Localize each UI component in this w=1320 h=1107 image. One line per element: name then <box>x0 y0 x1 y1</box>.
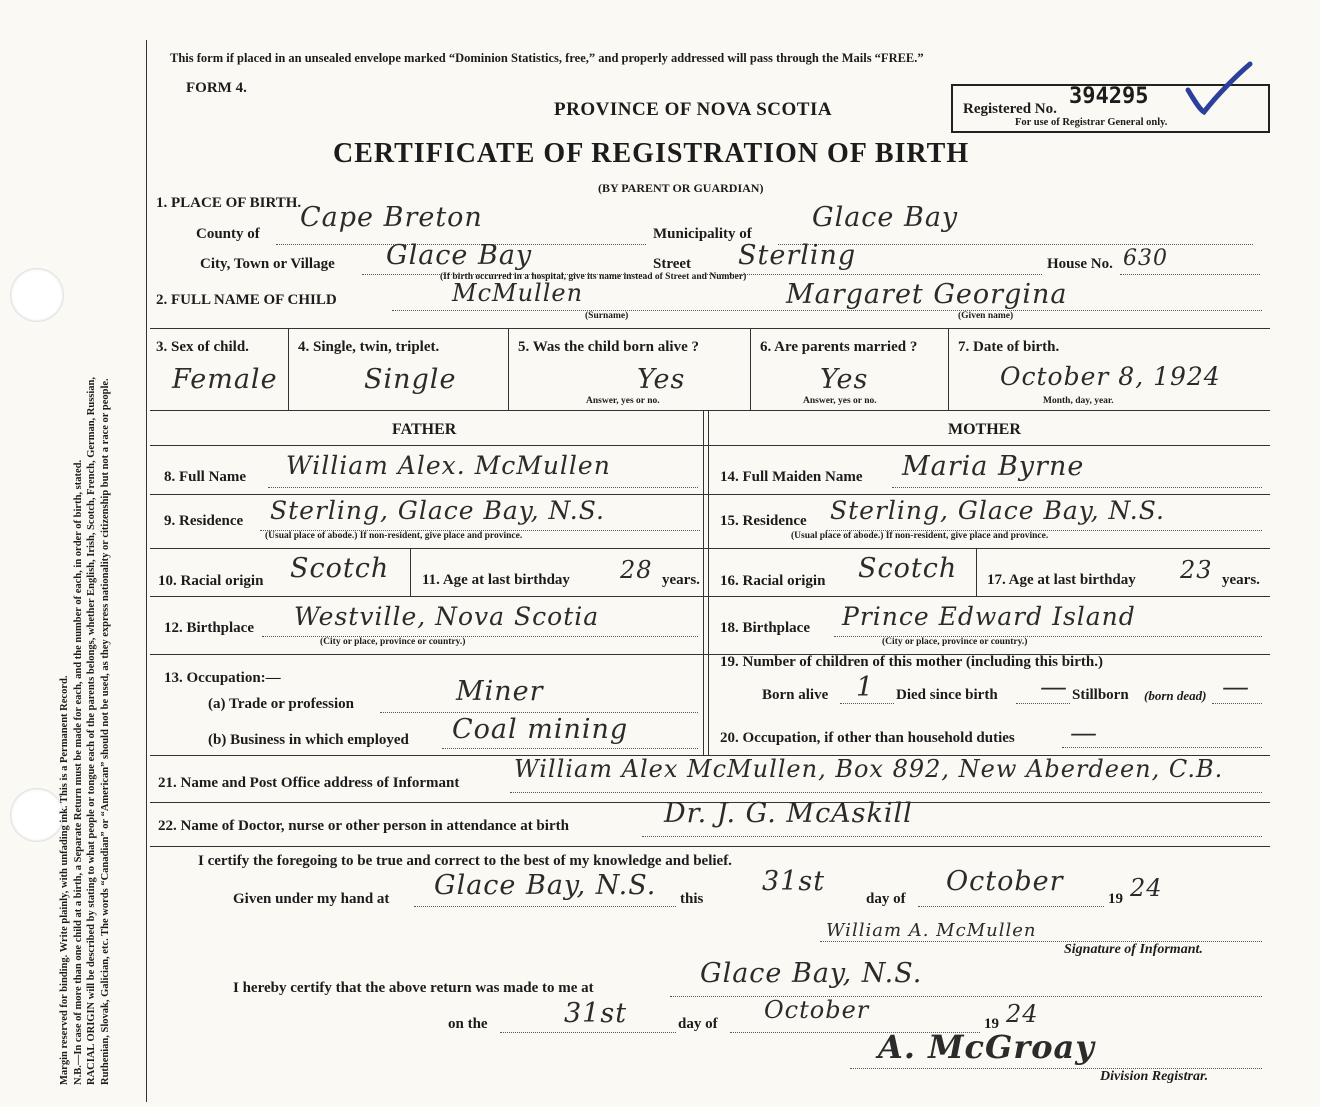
registrar-day-value: 31st <box>564 998 628 1029</box>
registrar-statement: I hereby certify that the above return was made to me at <box>233 980 594 996</box>
margin-line-4: Ruthenian, Slovak, Galician, etc. The words “Canadian” or “American” should not be used, as they express nationality or citizenship but not a race or people. <box>99 378 111 1085</box>
doctor-label: 22. Name of Doctor, nurse or other person in attendance at birth <box>158 818 569 834</box>
mother-racial-value: Scotch <box>858 553 958 584</box>
municipality-value: Glace Bay <box>812 202 959 233</box>
mother-birthplace-note: (City or place, province or country.) <box>882 637 1028 647</box>
mother-residence-note: (Usual place of abode.) If non-resident, give place and province. <box>791 531 1049 541</box>
street-label: Street <box>653 256 692 272</box>
city-label: City, Town or Village <box>200 256 335 272</box>
mother-years: years. <box>1222 572 1260 588</box>
given-under-label: Given under my hand at <box>233 891 390 907</box>
mother-children-label: 19. Number of children of this mother (including this birth.) <box>720 654 1103 670</box>
punch-hole-top <box>10 268 64 322</box>
child-surname: McMullen <box>452 279 584 307</box>
alive-value: Yes <box>637 364 686 395</box>
informant-label: 21. Name and Post Office address of Informant <box>158 775 460 791</box>
punch-hole-bottom <box>10 788 64 842</box>
this-label: this <box>680 891 704 907</box>
certify-statement: I certify the foregoing to be true and correct to the best of my knowledge and belief. <box>198 853 732 869</box>
day-of-label: day of <box>866 891 906 907</box>
father-residence-value: Sterling, Glace Bay, N.S. <box>270 496 605 525</box>
stillborn-value: — <box>1222 672 1250 703</box>
registered-no-value: 394295 <box>1069 84 1149 109</box>
mother-occupation-label: 20. Occupation, if other than household duties <box>720 730 1015 746</box>
father-racial-label: 10. Racial origin <box>158 573 264 589</box>
division-registrar-label: Division Registrar. <box>1100 1069 1209 1084</box>
dob-note: Month, day, year. <box>1043 396 1114 406</box>
trade-value: Miner <box>456 676 544 707</box>
alive-note: Answer, yes or no. <box>586 396 660 406</box>
mother-occupation-value: — <box>1070 718 1098 749</box>
married-value: Yes <box>820 364 869 395</box>
registrar-day-of-label: day of <box>678 1016 718 1032</box>
father-heading: FATHER <box>392 421 457 438</box>
born-alive-label: Born alive <box>762 687 829 703</box>
sex-value: Female <box>172 364 278 395</box>
city-value: Glace Bay <box>386 240 533 271</box>
father-age-label: 11. Age at last birthday <box>422 572 570 588</box>
business-value: Coal mining <box>452 714 629 745</box>
house-value: 630 <box>1123 246 1168 271</box>
father-racial-value: Scotch <box>290 553 390 584</box>
registrar-signature: A. McGroay <box>878 1028 1095 1066</box>
given-name-note: (Given name) <box>958 311 1014 321</box>
hospital-note: (If birth occurred in a hospital, give its name instead of Street and Number) <box>440 272 747 282</box>
registered-no-label: Registered No. <box>963 101 1057 117</box>
trade-label: (a) Trade or profession <box>208 696 354 712</box>
municipality-label: Municipality of <box>653 226 752 242</box>
check-mark-icon <box>1182 60 1262 130</box>
document-subtitle: (BY PARENT OR GUARDIAN) <box>598 181 764 195</box>
father-years: years. <box>662 572 700 588</box>
given-month-value: October <box>946 866 1064 897</box>
informant-signature-label: Signature of Informant. <box>1064 942 1203 957</box>
business-label: (b) Business in which employed <box>208 732 409 748</box>
born-alive-value: 1 <box>856 672 875 703</box>
dob-label: 7. Date of birth. <box>958 339 1060 355</box>
year-prefix-label: 19 <box>1108 891 1123 907</box>
child-name-label: 2. FULL NAME OF CHILD <box>156 292 337 308</box>
alive-label: 5. Was the child born alive ? <box>518 339 699 355</box>
margin-border <box>146 40 147 1102</box>
form-number: FORM 4. <box>186 80 247 96</box>
given-day-value: 31st <box>762 866 826 897</box>
stillborn-note: (born dead) <box>1144 688 1207 703</box>
father-occupation-label: 13. Occupation:— <box>164 670 281 686</box>
died-value: — <box>1040 672 1068 703</box>
given-year-value: 24 <box>1130 874 1163 902</box>
mother-residence-label: 15. Residence <box>720 513 807 529</box>
father-birthplace-note: (City or place, province or country.) <box>320 637 466 647</box>
surname-note: (Surname) <box>585 311 629 321</box>
place-of-birth-label: 1. PLACE OF BIRTH. <box>156 195 302 211</box>
informant-signature: William A. McMullen <box>826 920 1037 941</box>
child-given-name: Margaret Georgina <box>786 279 1068 310</box>
mother-heading: MOTHER <box>948 421 1021 438</box>
document-title: CERTIFICATE OF REGISTRATION OF BIRTH <box>333 138 970 169</box>
mother-racial-label: 16. Racial origin <box>720 573 826 589</box>
house-label: House No. <box>1047 256 1113 272</box>
registrar-year-prefix: 19 <box>984 1016 999 1032</box>
stillborn-label: Stillborn <box>1072 687 1129 703</box>
registrar-note: For use of Registrar General only. <box>1015 117 1168 128</box>
postal-notice: This form if placed in an unsealed envelope marked “Dominion Statistics, free,” and properly addressed will pass through the Mails “FREE.” <box>170 51 924 65</box>
registrar-place-value: Glace Bay, N.S. <box>700 958 923 989</box>
sex-label: 3. Sex of child. <box>156 339 249 355</box>
mother-age-value: 23 <box>1180 556 1213 584</box>
side-margin-instructions <box>58 25 112 1085</box>
on-the-label: on the <box>448 1016 488 1032</box>
registrar-month-value: October <box>764 996 870 1024</box>
father-name-label: 8. Full Name <box>164 469 247 485</box>
county-label: County of <box>196 226 260 242</box>
single-value: Single <box>364 364 457 395</box>
dob-value: October 8, 1924 <box>1000 362 1221 391</box>
mother-age-label: 17. Age at last birthday <box>987 572 1136 588</box>
doctor-value: Dr. J. G. McAskill <box>664 798 913 829</box>
margin-line-3: RACIAL ORIGIN will be described by stating to what people or tongue each of the parents belongs, whether English, Irish, Scotch, French, German, Russian, <box>86 376 97 1085</box>
province-heading: PROVINCE OF NOVA SCOTIA <box>554 99 833 120</box>
mother-name-value: Maria Byrne <box>902 451 1085 482</box>
father-residence-note: (Usual place of abode.) If non-resident, give place and province. <box>265 531 523 541</box>
margin-line-2: N.B.—In case of more than one child at a birth, a Separate Return must be made for each, and the number of each, in order of birth, stated. <box>72 459 84 1085</box>
mother-residence-value: Sterling, Glace Bay, N.S. <box>830 496 1165 525</box>
county-value: Cape Breton <box>300 202 483 233</box>
mother-birthplace-value: Prince Edward Island <box>842 602 1136 631</box>
father-residence-label: 9. Residence <box>164 513 244 529</box>
died-label: Died since birth <box>896 687 998 703</box>
mother-birthplace-label: 18. Birthplace <box>720 620 810 636</box>
street-value: Sterling <box>738 240 857 271</box>
margin-line-1: Margin reserved for binding. Write plainly, with unfading ink. This is a Permanent Record. <box>59 675 70 1085</box>
father-birthplace-label: 12. Birthplace <box>164 620 254 636</box>
given-place-value: Glace Bay, N.S. <box>434 870 657 901</box>
father-age-value: 28 <box>620 556 653 584</box>
married-note: Answer, yes or no. <box>803 396 877 406</box>
father-name-value: William Alex. McMullen <box>286 451 611 480</box>
registrar-year-value: 24 <box>1006 1000 1039 1028</box>
father-birthplace-value: Westville, Nova Scotia <box>294 602 600 631</box>
mother-name-label: 14. Full Maiden Name <box>720 469 863 485</box>
informant-value: William Alex McMullen, Box 892, New Aberdeen, C.B. <box>514 755 1224 783</box>
married-label: 6. Are parents married ? <box>760 339 918 355</box>
single-label: 4. Single, twin, triplet. <box>298 339 440 355</box>
